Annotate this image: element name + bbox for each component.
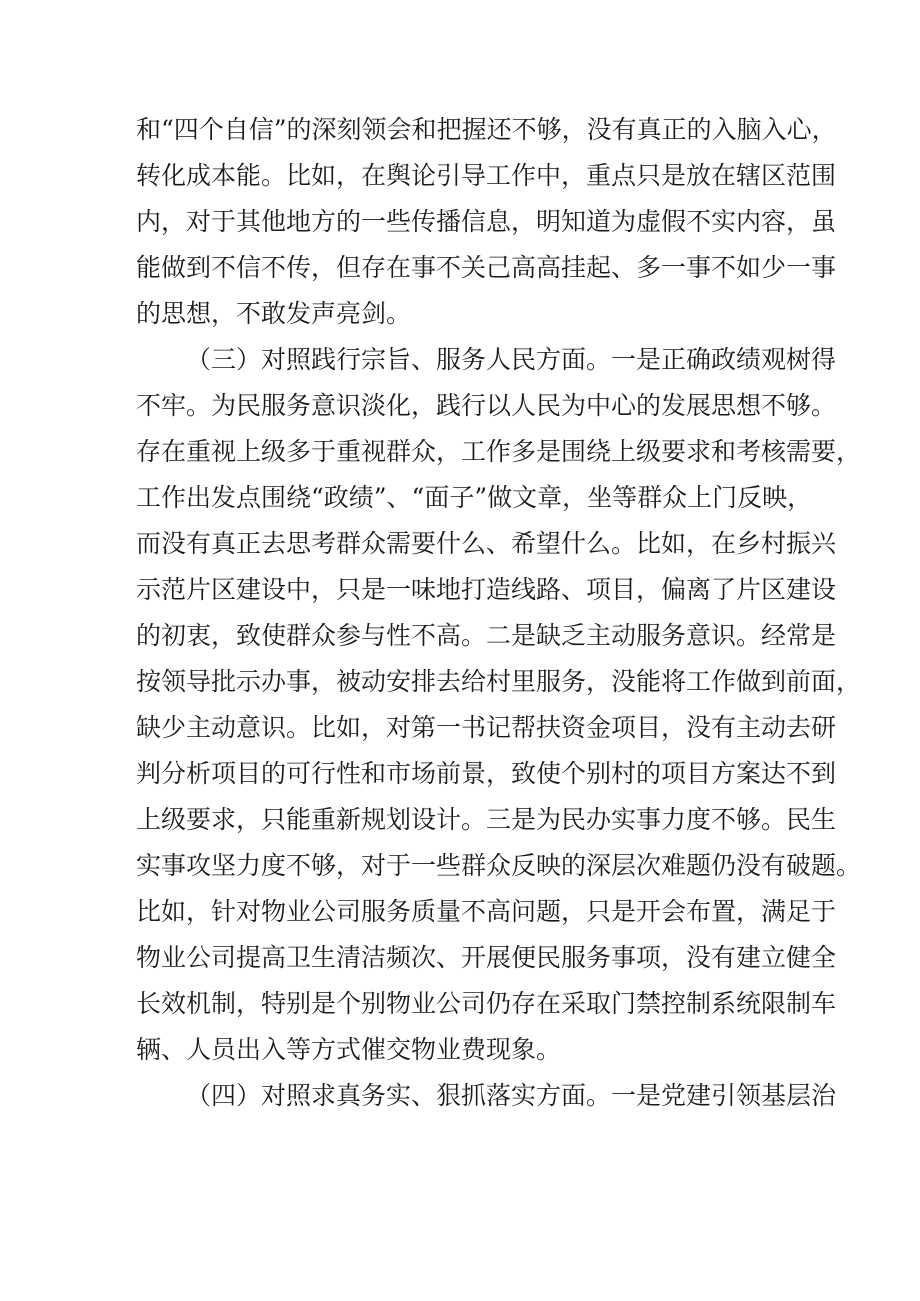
body-line: 的初衷，致使群众参与性不高。二是缺乏主动服务意识。经常是 bbox=[136, 621, 837, 650]
body-line: 实事攻坚力度不够，对于一些群众反映的深层次难题仍没有破题。 bbox=[136, 851, 862, 880]
section-heading-line: （三）对照践行宗旨、服务人民方面。一是正确政绩观树得 bbox=[186, 345, 837, 374]
body-line: 物业公司提高卫生清洁频次、开展便民服务事项，没有建立健全 bbox=[136, 943, 837, 972]
body-line: 缺少主动意识。比如，对第一书记帮扶资金项目，没有主动去研 bbox=[136, 713, 837, 742]
section-heading-line: （四）对照求真务实、狠抓落实方面。一是党建引领基层治 bbox=[186, 1081, 837, 1110]
body-line: 上级要求，只能重新规划设计。三是为民办实事力度不够。民生 bbox=[136, 805, 837, 834]
body-line: 长效机制，特别是个别物业公司仍存在采取门禁控制系统限制车 bbox=[136, 989, 837, 1018]
body-line: 的思想，不敢发声亮剑。 bbox=[136, 299, 412, 328]
body-line: 能做到不信不传，但存在事不关己高高挂起、多一事不如少一事 bbox=[136, 253, 837, 282]
body-line: 辆、人员出入等方式催交物业费现象。 bbox=[136, 1035, 562, 1064]
body-line: 按领导批示办事，被动安排去给村里服务，没能将工作做到前面， bbox=[136, 667, 862, 696]
body-line: 工作出发点围绕“政绩”、“面子”做文章，坐等群众上门反映， bbox=[136, 483, 813, 512]
body-line: 转化成本能。比如，在舆论引导工作中，重点只是放在辖区范围 bbox=[136, 161, 837, 190]
body-line: 不牢。为民服务意识淡化，践行以人民为中心的发展思想不够。 bbox=[136, 391, 837, 420]
body-line: 和“四个自信”的深刻领会和把握还不够，没有真正的入脑入心， bbox=[136, 115, 837, 144]
body-line: 内，对于其他地方的一些传播信息，明知道为虚假不实内容，虽 bbox=[136, 207, 837, 236]
body-line: 比如，针对物业公司服务质量不高问题，只是开会布置，满足于 bbox=[136, 897, 837, 926]
body-line: 判分析项目的可行性和市场前景，致使个别村的项目方案达不到 bbox=[136, 759, 837, 788]
body-line: 示范片区建设中，只是一味地打造线路、项目，偏离了片区建设 bbox=[136, 575, 837, 604]
body-line: 而没有真正去思考群众需要什么、希望什么。比如，在乡村振兴 bbox=[136, 529, 837, 558]
body-line: 存在重视上级多于重视群众，工作多是围绕上级要求和考核需要， bbox=[136, 437, 862, 466]
